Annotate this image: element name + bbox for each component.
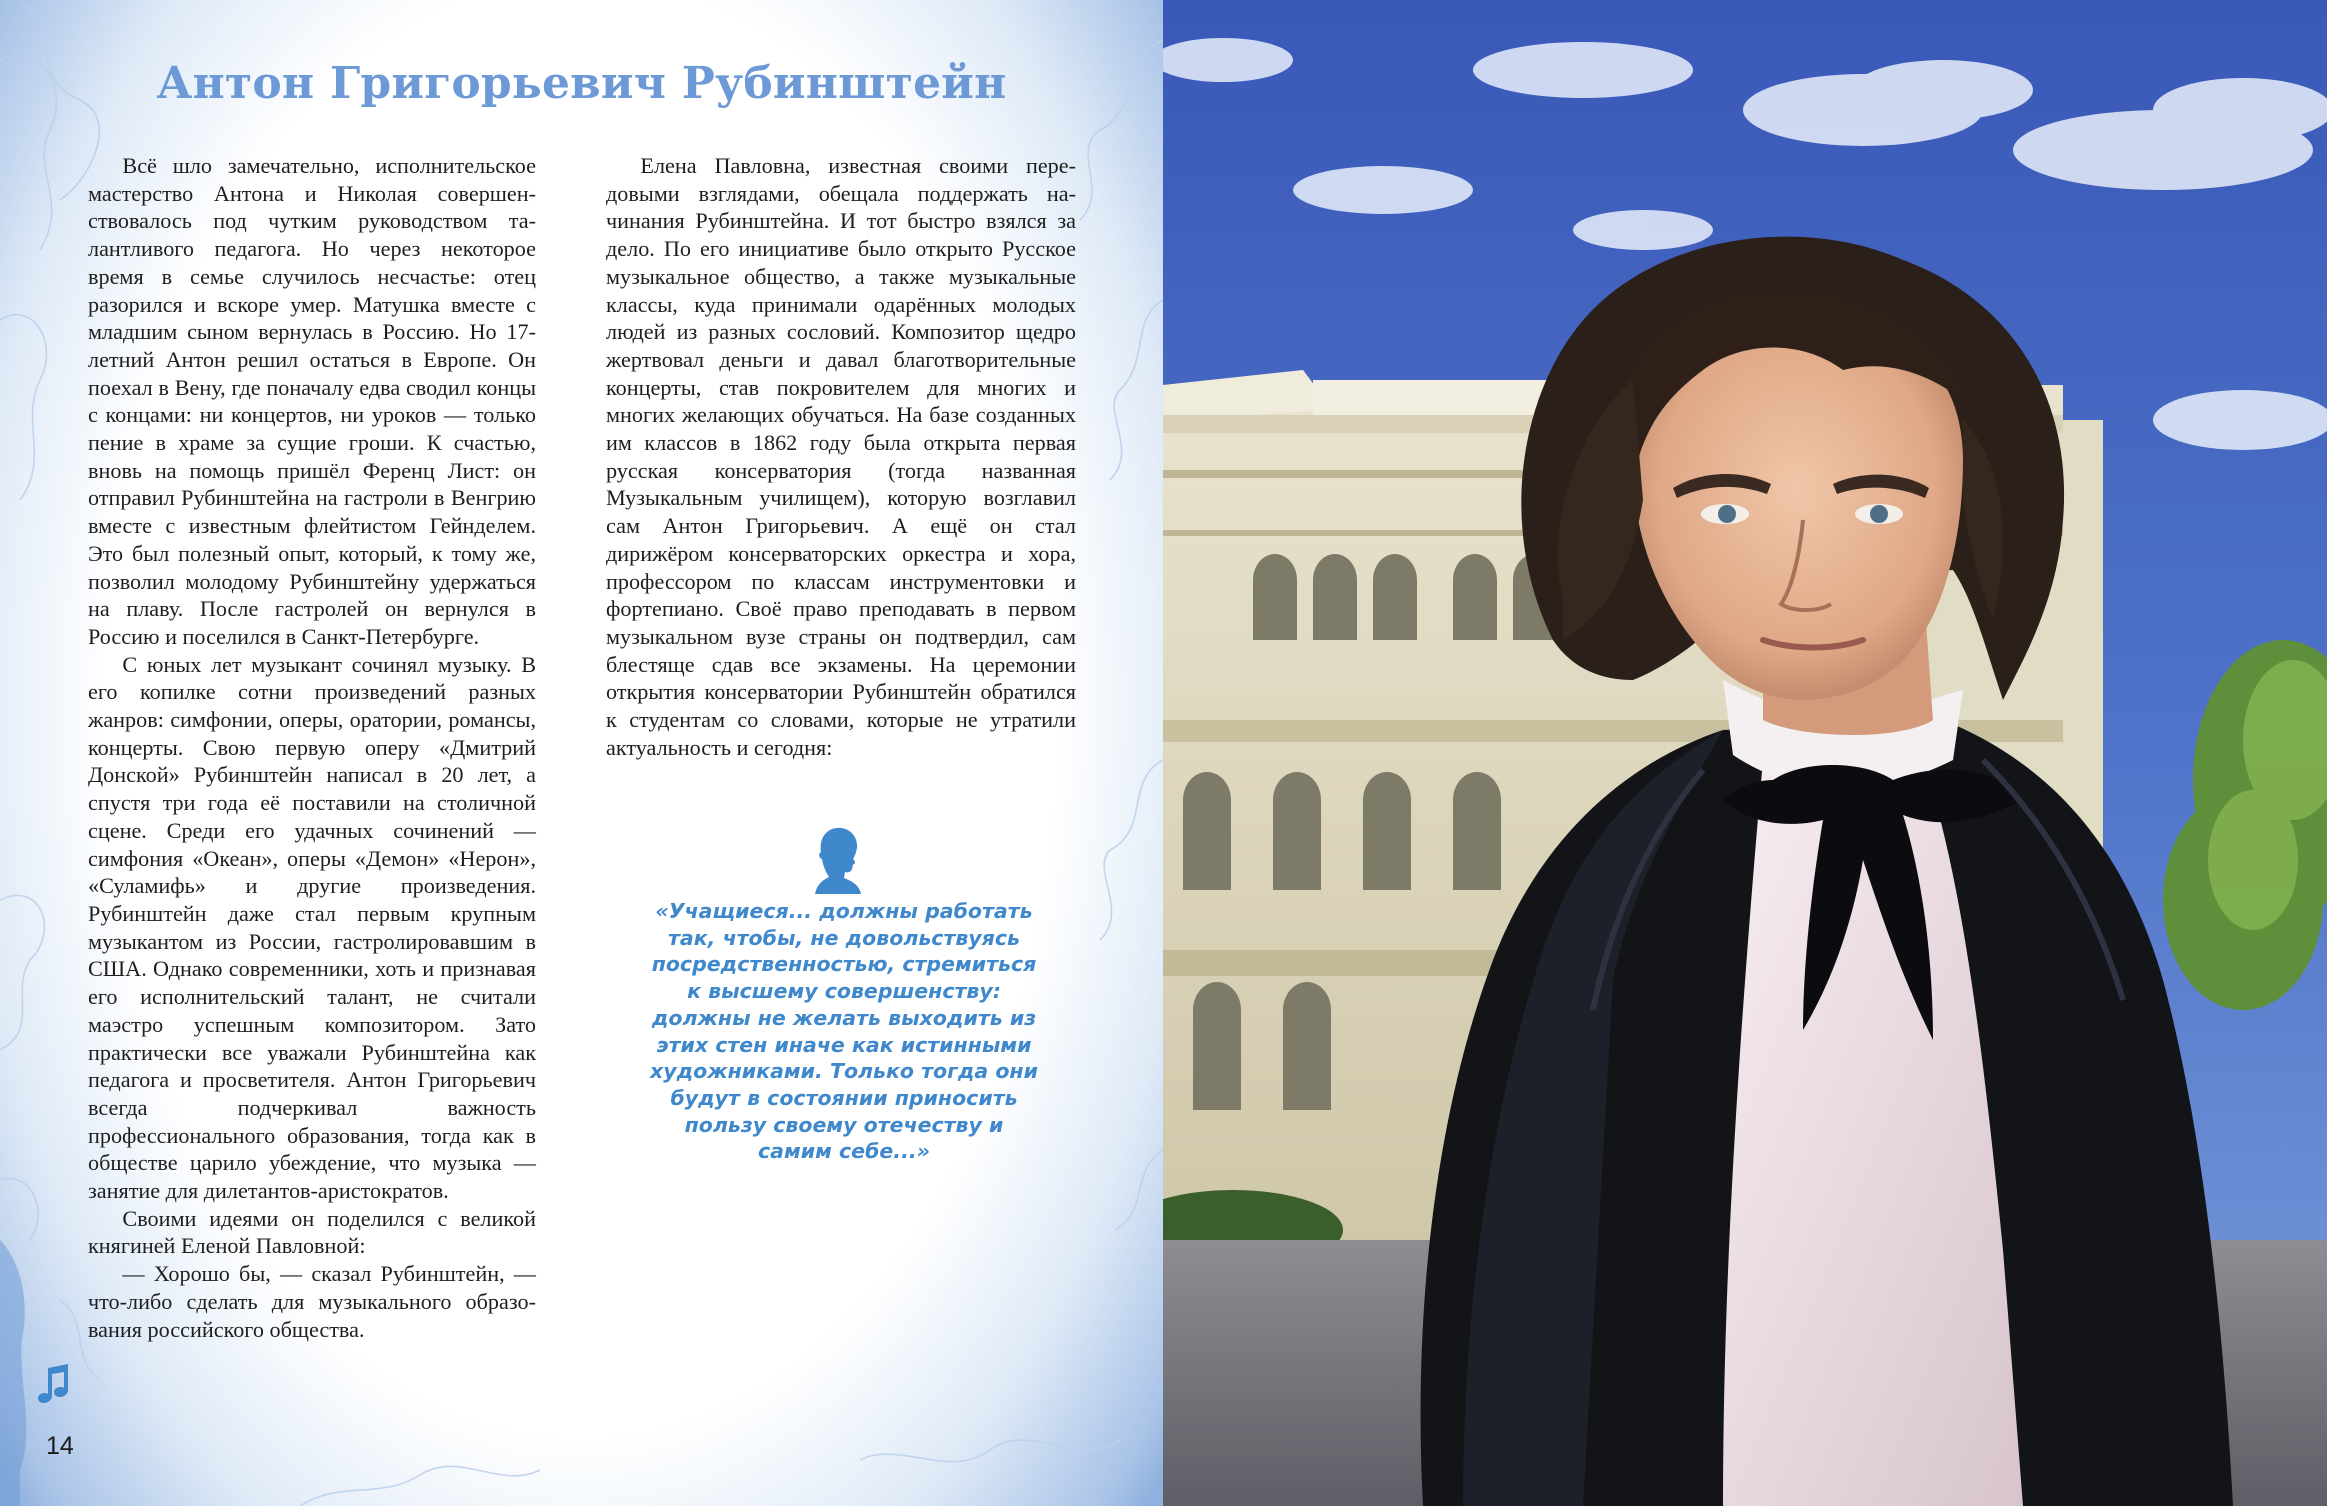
text-column-right — [606, 152, 1076, 761]
paragraph: С юных лет музыкант сочинял музыку. В его копилке сотни произведений разных жанров: симфонии, оперы, оратории, романсы, концерты. Свою первую оперу «Дмитрий Донской» Рубинштейн написал в 20 лет, а спустя три года её поставили на столичной сцене. Среди его удачных сочинений — симфония «Океан», оперы «Демон» «Нерон», «Суламифь» и другие произведения. Рубинштейн даже стал первым крупным музыкантом из России, гастролировавшим в США. Однако современники, хоть и признавая его исполнительский талант, не считали маэстро успешным композитором. Зато практически все уважали Рубинштейна как педагога и просветителя. Антон Григорьевич всегда подчеркивал важность профессионального образования, тогда как в обществе царило убеждение, что музыка — занятие для дилетантов-аристократов. — [88, 651, 536, 1204]
paragraph: Елена Павловна, известная своими передовыми взглядами, обещала поддержать начинания Рубинштейна. И тот быстро взялся за дело. По его инициативе было открыто Русское музыкальное общество, а также музыкальные классы, куда принимали одарённых молодых людей из разных сословий. Композитор щедро жертвовал деньги и давал благотворительные концерты, став покровителем для многих и многих желающих обучаться. На базе созданных им классов в 1862 году была открыта первая русская консерватория (тогда названная Музыкальным училищем), которую возглавил сам Антон Григорьевич. А ещё он стал дирижёром консерваторских оркестра и хора, профессором по классам инструментовки и фортепиано. Своё право преподавать в первом музыкальном вузе страны он подтвердил, сам блестяще сдав все экзамены. На церемонии открытия консерватории Рубинштейн обратился к студентам со словами, которые не утратили актуальность и сегодня: — [606, 153, 1076, 760]
text-column-left — [88, 152, 536, 1343]
paragraph: Всё шло замечательно, исполнительское мастерство Антона и Николая совершенствовалось под чутким руководством талантливого педагога. Но через некоторое время в семье случилось несчастье: отец разорился и вскоре умер. Матушка вместе с младшим сыном вернулась в Россию. Но 17-летний Антон решил остаться в Европе. Он поехал в Вену, где поначалу едва сводил концы с концами: ни концертов, ни уроков — только пение в храме за сущие гроши. К счастью, вновь на помощь пришёл Ференц Лист: он отправил Рубинштейна на гастроли в Венгрию вместе с известным флейтистом Гейнделем. Это был полезный опыт, который, к тому же, позволил молодому Рубинштейну удержаться на плаву. После гастролей он вернулся в Россию и поселился в Санкт-Петербурге. — [88, 153, 536, 649]
page-title: Антон Григорьевич Рубинштейн — [156, 58, 1007, 109]
profile-silhouette-icon — [815, 826, 861, 894]
paragraph: — Хорошо бы, — сказал Рубинштейн, — что-либо сделать для музыкального образования российского общества. — [88, 1261, 536, 1342]
paragraph: Своими идеями он поделился с великой княгиней Еленой Павловной: — [88, 1205, 536, 1259]
right-page — [1163, 0, 2327, 1506]
page-number: 14 — [46, 1432, 74, 1460]
left-page — [0, 0, 1163, 1506]
portrait-illustration — [1163, 0, 2327, 1506]
music-notes-icon — [36, 1362, 74, 1408]
quote: «Учащиеся... должны работать так, чтобы, не довольствуясь посредственностью, стремиться к высшему совершенству: должны не желать выходить из этих стен иначе как истинными художниками. Только тогда они будут в состоянии приносить пользу своему отечеству и самим себе...» — [650, 899, 1038, 1164]
